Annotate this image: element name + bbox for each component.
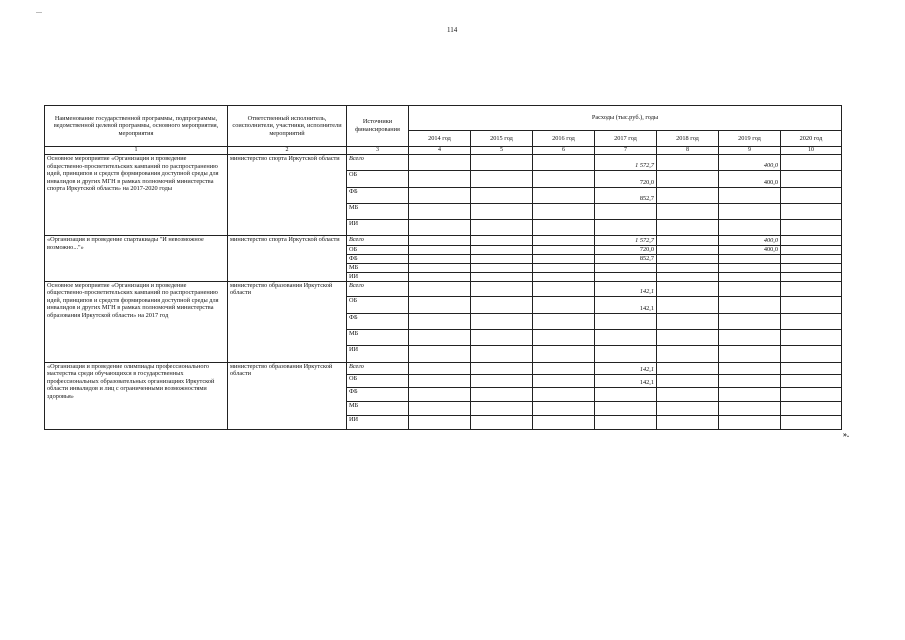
- value-cell: [657, 329, 719, 345]
- value-2019: [719, 296, 781, 313]
- value-cell: [409, 374, 471, 387]
- value-cell: [471, 345, 533, 362]
- value-cell: [471, 281, 533, 296]
- value-2019: [719, 345, 781, 362]
- value-cell: [471, 401, 533, 415]
- value-2019: [719, 374, 781, 387]
- value-2019: [719, 273, 781, 282]
- budget-table: [44, 105, 842, 430]
- value-cell: [533, 220, 595, 236]
- value-cell: [471, 313, 533, 329]
- header-program-name: Наименование государственной программы, подпрограммы, ведомственной целевой программы, основного мероприятия, мероприятия: [45, 106, 228, 147]
- value-2017: 142,1: [595, 362, 657, 374]
- header-year: 2019 год: [719, 131, 781, 147]
- value-cell: [533, 401, 595, 415]
- value-cell: [533, 345, 595, 362]
- value-cell: [533, 415, 595, 429]
- value-cell: [657, 264, 719, 273]
- funding-source: ИИ: [347, 220, 409, 236]
- value-cell: [781, 374, 842, 387]
- value-2017: [595, 204, 657, 220]
- value-cell: [781, 246, 842, 255]
- value-cell: [533, 281, 595, 296]
- measure-name: «Организация и проведение спартакиады "И невозможное возможно..."»: [45, 236, 228, 282]
- value-cell: [657, 255, 719, 264]
- value-cell: [471, 362, 533, 374]
- value-2019: [719, 255, 781, 264]
- column-number: 5: [471, 147, 533, 155]
- value-cell: [409, 264, 471, 273]
- value-cell: [533, 236, 595, 246]
- value-cell: [409, 255, 471, 264]
- value-2019: [719, 220, 781, 236]
- value-2019: [719, 329, 781, 345]
- funding-source: ОБ: [347, 374, 409, 387]
- value-cell: [409, 220, 471, 236]
- column-number: 4: [409, 147, 471, 155]
- value-2017: 1 572,7: [595, 155, 657, 171]
- value-cell: [409, 155, 471, 171]
- value-cell: [471, 415, 533, 429]
- header-executor: Ответственный исполнитель, соисполнители, участники, исполнители мероприятий: [228, 106, 347, 147]
- value-2017: [595, 313, 657, 329]
- funding-source: ОБ: [347, 171, 409, 188]
- funding-source: ФБ: [347, 387, 409, 401]
- header-year: 2017 год: [595, 131, 657, 147]
- value-cell: [781, 281, 842, 296]
- value-cell: [657, 281, 719, 296]
- value-cell: [471, 374, 533, 387]
- value-2017: 852,7: [595, 188, 657, 204]
- value-cell: [471, 220, 533, 236]
- measure-name: Основное мероприятие «Организация и проведение общественно-просветительских кампаний по распространению идей, принципов и средств формирования доступной среды для инвалидов и других МГН в рамках полномочий министерства спорта Иркутской области» на 2017-2020 годы: [45, 155, 228, 236]
- funding-source: ФБ: [347, 255, 409, 264]
- value-cell: [409, 387, 471, 401]
- value-2017: [595, 220, 657, 236]
- funding-source: МБ: [347, 329, 409, 345]
- value-cell: [781, 255, 842, 264]
- table-row: [45, 281, 842, 296]
- value-cell: [471, 296, 533, 313]
- value-2017: 142,1: [595, 374, 657, 387]
- value-2019: [719, 264, 781, 273]
- funding-source: Всего: [347, 362, 409, 374]
- value-cell: [471, 236, 533, 246]
- value-cell: [409, 362, 471, 374]
- value-cell: [657, 246, 719, 255]
- value-2017: [595, 329, 657, 345]
- value-cell: [781, 273, 842, 282]
- value-cell: [657, 415, 719, 429]
- value-cell: [781, 236, 842, 246]
- value-cell: [657, 313, 719, 329]
- value-cell: [781, 155, 842, 171]
- column-number: 7: [595, 147, 657, 155]
- column-number: 2: [228, 147, 347, 155]
- value-cell: [657, 387, 719, 401]
- column-number: 6: [533, 147, 595, 155]
- value-cell: [471, 387, 533, 401]
- table-row: [45, 362, 842, 374]
- page-number: 114: [447, 26, 458, 34]
- measure-executor: министерство образования Иркутской области: [228, 362, 347, 429]
- measure-executor: министерство образования Иркутской области: [228, 281, 347, 362]
- value-2019: 400,0: [719, 171, 781, 188]
- value-2019: [719, 313, 781, 329]
- value-cell: [533, 264, 595, 273]
- value-2019: [719, 387, 781, 401]
- measure-executor: министерство спорта Иркутской области: [228, 155, 347, 236]
- value-cell: [533, 204, 595, 220]
- measure-executor: министерство спорта Иркутской области: [228, 236, 347, 282]
- value-2017: 1 572,7: [595, 236, 657, 246]
- value-cell: [471, 255, 533, 264]
- value-cell: [471, 329, 533, 345]
- value-2019: [719, 415, 781, 429]
- scan-mark: [36, 12, 42, 13]
- value-2017: 720,0: [595, 246, 657, 255]
- value-2017: [595, 415, 657, 429]
- value-cell: [657, 273, 719, 282]
- header-year: 2016 год: [533, 131, 595, 147]
- value-cell: [781, 264, 842, 273]
- value-cell: [471, 204, 533, 220]
- value-cell: [533, 329, 595, 345]
- funding-source: МБ: [347, 204, 409, 220]
- value-cell: [781, 415, 842, 429]
- value-cell: [471, 171, 533, 188]
- value-cell: [781, 313, 842, 329]
- value-cell: [409, 171, 471, 188]
- value-cell: [781, 362, 842, 374]
- value-2019: [719, 401, 781, 415]
- value-2019: 400,0: [719, 236, 781, 246]
- value-cell: [657, 220, 719, 236]
- value-cell: [409, 236, 471, 246]
- value-2019: 400,0: [719, 246, 781, 255]
- value-cell: [533, 188, 595, 204]
- header-funding-source: Источники финансирования: [347, 106, 409, 147]
- value-cell: [533, 374, 595, 387]
- value-cell: [471, 188, 533, 204]
- value-cell: [409, 415, 471, 429]
- column-number: 1: [45, 147, 228, 155]
- column-number: 3: [347, 147, 409, 155]
- funding-source: МБ: [347, 264, 409, 273]
- value-2017: [595, 401, 657, 415]
- value-cell: [409, 246, 471, 255]
- value-cell: [409, 313, 471, 329]
- value-cell: [657, 188, 719, 204]
- value-cell: [533, 273, 595, 282]
- measure-name: Основное мероприятие «Организация и проведение общественно-просветительских кампаний по распространению идей, принципов и средств формирования доступной среды для инвалидов и других МГН в рамках полномочий министерства образования Иркутской области» на 2017 год: [45, 281, 228, 362]
- value-2017: 142,1: [595, 281, 657, 296]
- closing-quote-mark: ».: [843, 430, 849, 439]
- funding-source: ФБ: [347, 188, 409, 204]
- column-number-row: [45, 147, 842, 155]
- value-cell: [781, 220, 842, 236]
- value-cell: [657, 296, 719, 313]
- value-cell: [409, 273, 471, 282]
- value-cell: [657, 374, 719, 387]
- value-2017: [595, 264, 657, 273]
- value-2017: 142,1: [595, 296, 657, 313]
- value-2017: [595, 387, 657, 401]
- value-2019: [719, 188, 781, 204]
- value-cell: [657, 171, 719, 188]
- value-cell: [533, 255, 595, 264]
- value-cell: [409, 204, 471, 220]
- funding-source: ОБ: [347, 246, 409, 255]
- funding-source: Всего: [347, 281, 409, 296]
- value-cell: [781, 171, 842, 188]
- value-cell: [533, 387, 595, 401]
- value-cell: [409, 296, 471, 313]
- value-cell: [657, 204, 719, 220]
- header-year: 2014 год: [409, 131, 471, 147]
- value-cell: [781, 329, 842, 345]
- value-cell: [533, 155, 595, 171]
- value-cell: [657, 236, 719, 246]
- funding-source: Всего: [347, 155, 409, 171]
- column-number: 8: [657, 147, 719, 155]
- value-cell: [533, 313, 595, 329]
- value-2017: 852,7: [595, 255, 657, 264]
- value-cell: [409, 281, 471, 296]
- funding-source: ИИ: [347, 345, 409, 362]
- funding-source: ОБ: [347, 296, 409, 313]
- value-cell: [781, 296, 842, 313]
- value-2017: 720,0: [595, 171, 657, 188]
- value-cell: [471, 273, 533, 282]
- value-cell: [781, 188, 842, 204]
- value-2019: [719, 281, 781, 296]
- table-row: [45, 155, 842, 171]
- value-cell: [533, 362, 595, 374]
- value-cell: [533, 171, 595, 188]
- value-cell: [657, 345, 719, 362]
- value-2019: [719, 362, 781, 374]
- value-cell: [409, 329, 471, 345]
- funding-source: ИИ: [347, 415, 409, 429]
- value-cell: [657, 362, 719, 374]
- table-row: [45, 236, 842, 246]
- header-expenses: Расходы (тыс.руб.), годы: [409, 106, 842, 131]
- value-cell: [471, 264, 533, 273]
- value-cell: [657, 155, 719, 171]
- header-year: 2015 год: [471, 131, 533, 147]
- value-cell: [781, 387, 842, 401]
- value-cell: [657, 401, 719, 415]
- value-cell: [409, 188, 471, 204]
- header-year: 2020 год: [781, 131, 842, 147]
- value-2019: [719, 204, 781, 220]
- funding-source: МБ: [347, 401, 409, 415]
- value-cell: [781, 401, 842, 415]
- funding-source: ИИ: [347, 273, 409, 282]
- value-cell: [781, 204, 842, 220]
- value-2019: 400,0: [719, 155, 781, 171]
- value-cell: [409, 401, 471, 415]
- value-cell: [781, 345, 842, 362]
- column-number: 10: [781, 147, 842, 155]
- value-cell: [471, 246, 533, 255]
- funding-source: ФБ: [347, 313, 409, 329]
- value-cell: [533, 246, 595, 255]
- value-2017: [595, 273, 657, 282]
- header-year: 2018 год: [657, 131, 719, 147]
- value-cell: [471, 155, 533, 171]
- value-cell: [533, 296, 595, 313]
- funding-source: Всего: [347, 236, 409, 246]
- value-2017: [595, 345, 657, 362]
- column-number: 9: [719, 147, 781, 155]
- value-cell: [409, 345, 471, 362]
- measure-name: «Организация и проведение олимпиады профессионального мастерства среди обучающихся в государственных профессиональных образовательных организациях Иркутской области инвалидов и лиц с ограниченными возможностями здоровья»: [45, 362, 228, 429]
